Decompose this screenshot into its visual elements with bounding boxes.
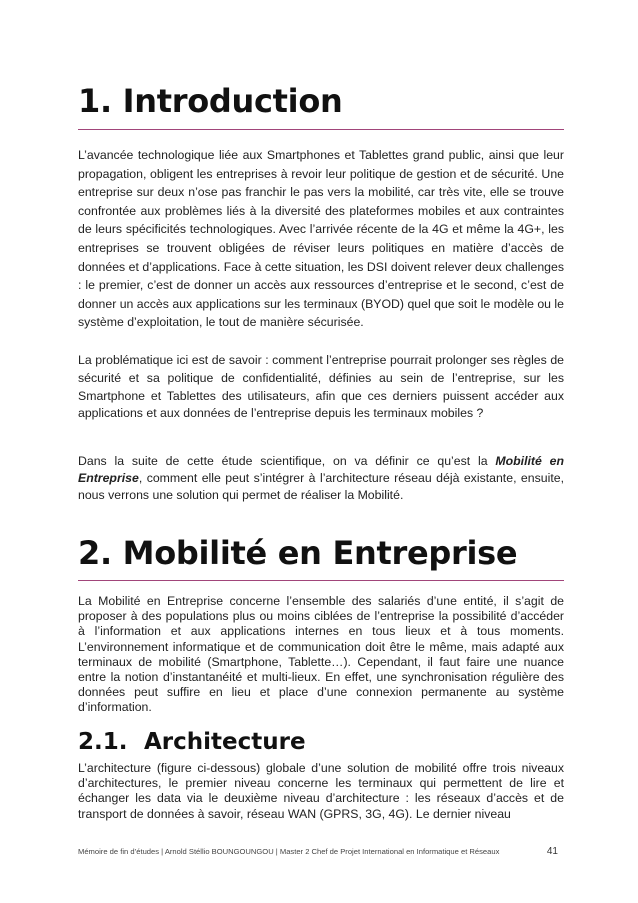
section-1-paragraph-1: L’avancée technologique liée aux Smartphones et Tablettes grand public, ainsi que leur propagation, obligent les entreprises à revoir leur politique de gestion et de sécurité. Une entreprise sur deux n’ose pas franchir le pas vers la mobilité, car très vite, elle se trouve confrontée aux problèmes liés à la diversité des plateformes mobiles et aux contraintes de leurs spécificités technologiques. Avec l’arrivée récente de la 4G et même la 4G+, les entreprises se trouvent obligées de réviser leurs politiques en matière d’accès de données et d’applications. Face à cette situation, les DSI doivent relever deux challenges : le premier, c’est de donner un accès aux ressources d’entreprise et le second, c’est de donner un accès aux applications sur les terminaux (BYOD) quel que soit le modèle ou le système d’exploitation, le tout de manière sécurisée. [78,148,564,330]
section-1-paragraph-2: La problématique ici est de savoir : comment l’entreprise pourrait prolonger ses règles de sécurité et sa politique de confidentialité, définies au sein de l’entreprise, sur les Smartphone et Tablettes des utilisateurs, afin que ces derniers puissent accéder aux applications et aux données de l’entreprise depuis les terminaux mobiles ? [78,353,564,421]
section-2-1-number: 2.1. [78,729,128,755]
page-footer [78,847,564,856]
section-1-paragraph-3 [78,453,564,505]
section-2-paragraph-1: La Mobilité en Entreprise concerne l’ensemble des salariés d’une entité, il s’agit de proposer à des populations plus ou moins ciblées de l’entreprise la possibilité d’accéder à l’information et aux applications internes en tous lieux et à tous moments. L’environnement informatique et de communication doit être le même, mais adapté aux terminaux de mobilité (Smartphone, Tablette…). Cependant, il faut faire une nuance entre la notion d’instantanéité et multi-lieux. En effet, une synchronisation régulière des données peut suffire en lieu et place d’une connexion permanente au système d’information. [78,594,564,715]
mobilite-en-entreprise-emphasis: Mobilité en Entreprise [78,454,565,486]
section-2-1-title: Architecture [144,729,306,755]
section-2-1-heading [78,729,306,755]
page-number: 41 [546,846,558,857]
section-2-1-paragraph-1: L’architecture (figure ci-dessous) globale d’une solution de mobilité offre trois niveaux d’architectures, le premier niveau concerne les terminaux qui permettent de lire et échanger les data via le deuxième niveau d’architecture : les réseaux d’accès et de transport de données à savoir, réseau WAN (GPRS, 3G, 4G). Le dernier niveau [78,761,564,821]
paragraph-3-text-before: Dans la suite de cette étude scientifique, on va définir ce qu’est la [78,454,496,468]
paragraph-3-text-after: , comment elle peut s’intégrer à l’architecture réseau déjà existante, ensuite, nous verrons une solution qui permet de réaliser la Mobilité. [78,471,564,503]
section-1-rule [78,129,564,130]
footer-text: Mémoire de fin d’études | Arnold Stéllio BOUNGOUNGOU | Master 2 Chef de Projet International en Informatique et Réseaux [78,847,500,856]
section-2-rule [78,580,564,581]
section-1-heading: 1. Introduction [78,82,343,120]
section-2-heading: 2. Mobilité en Entreprise [78,534,518,572]
